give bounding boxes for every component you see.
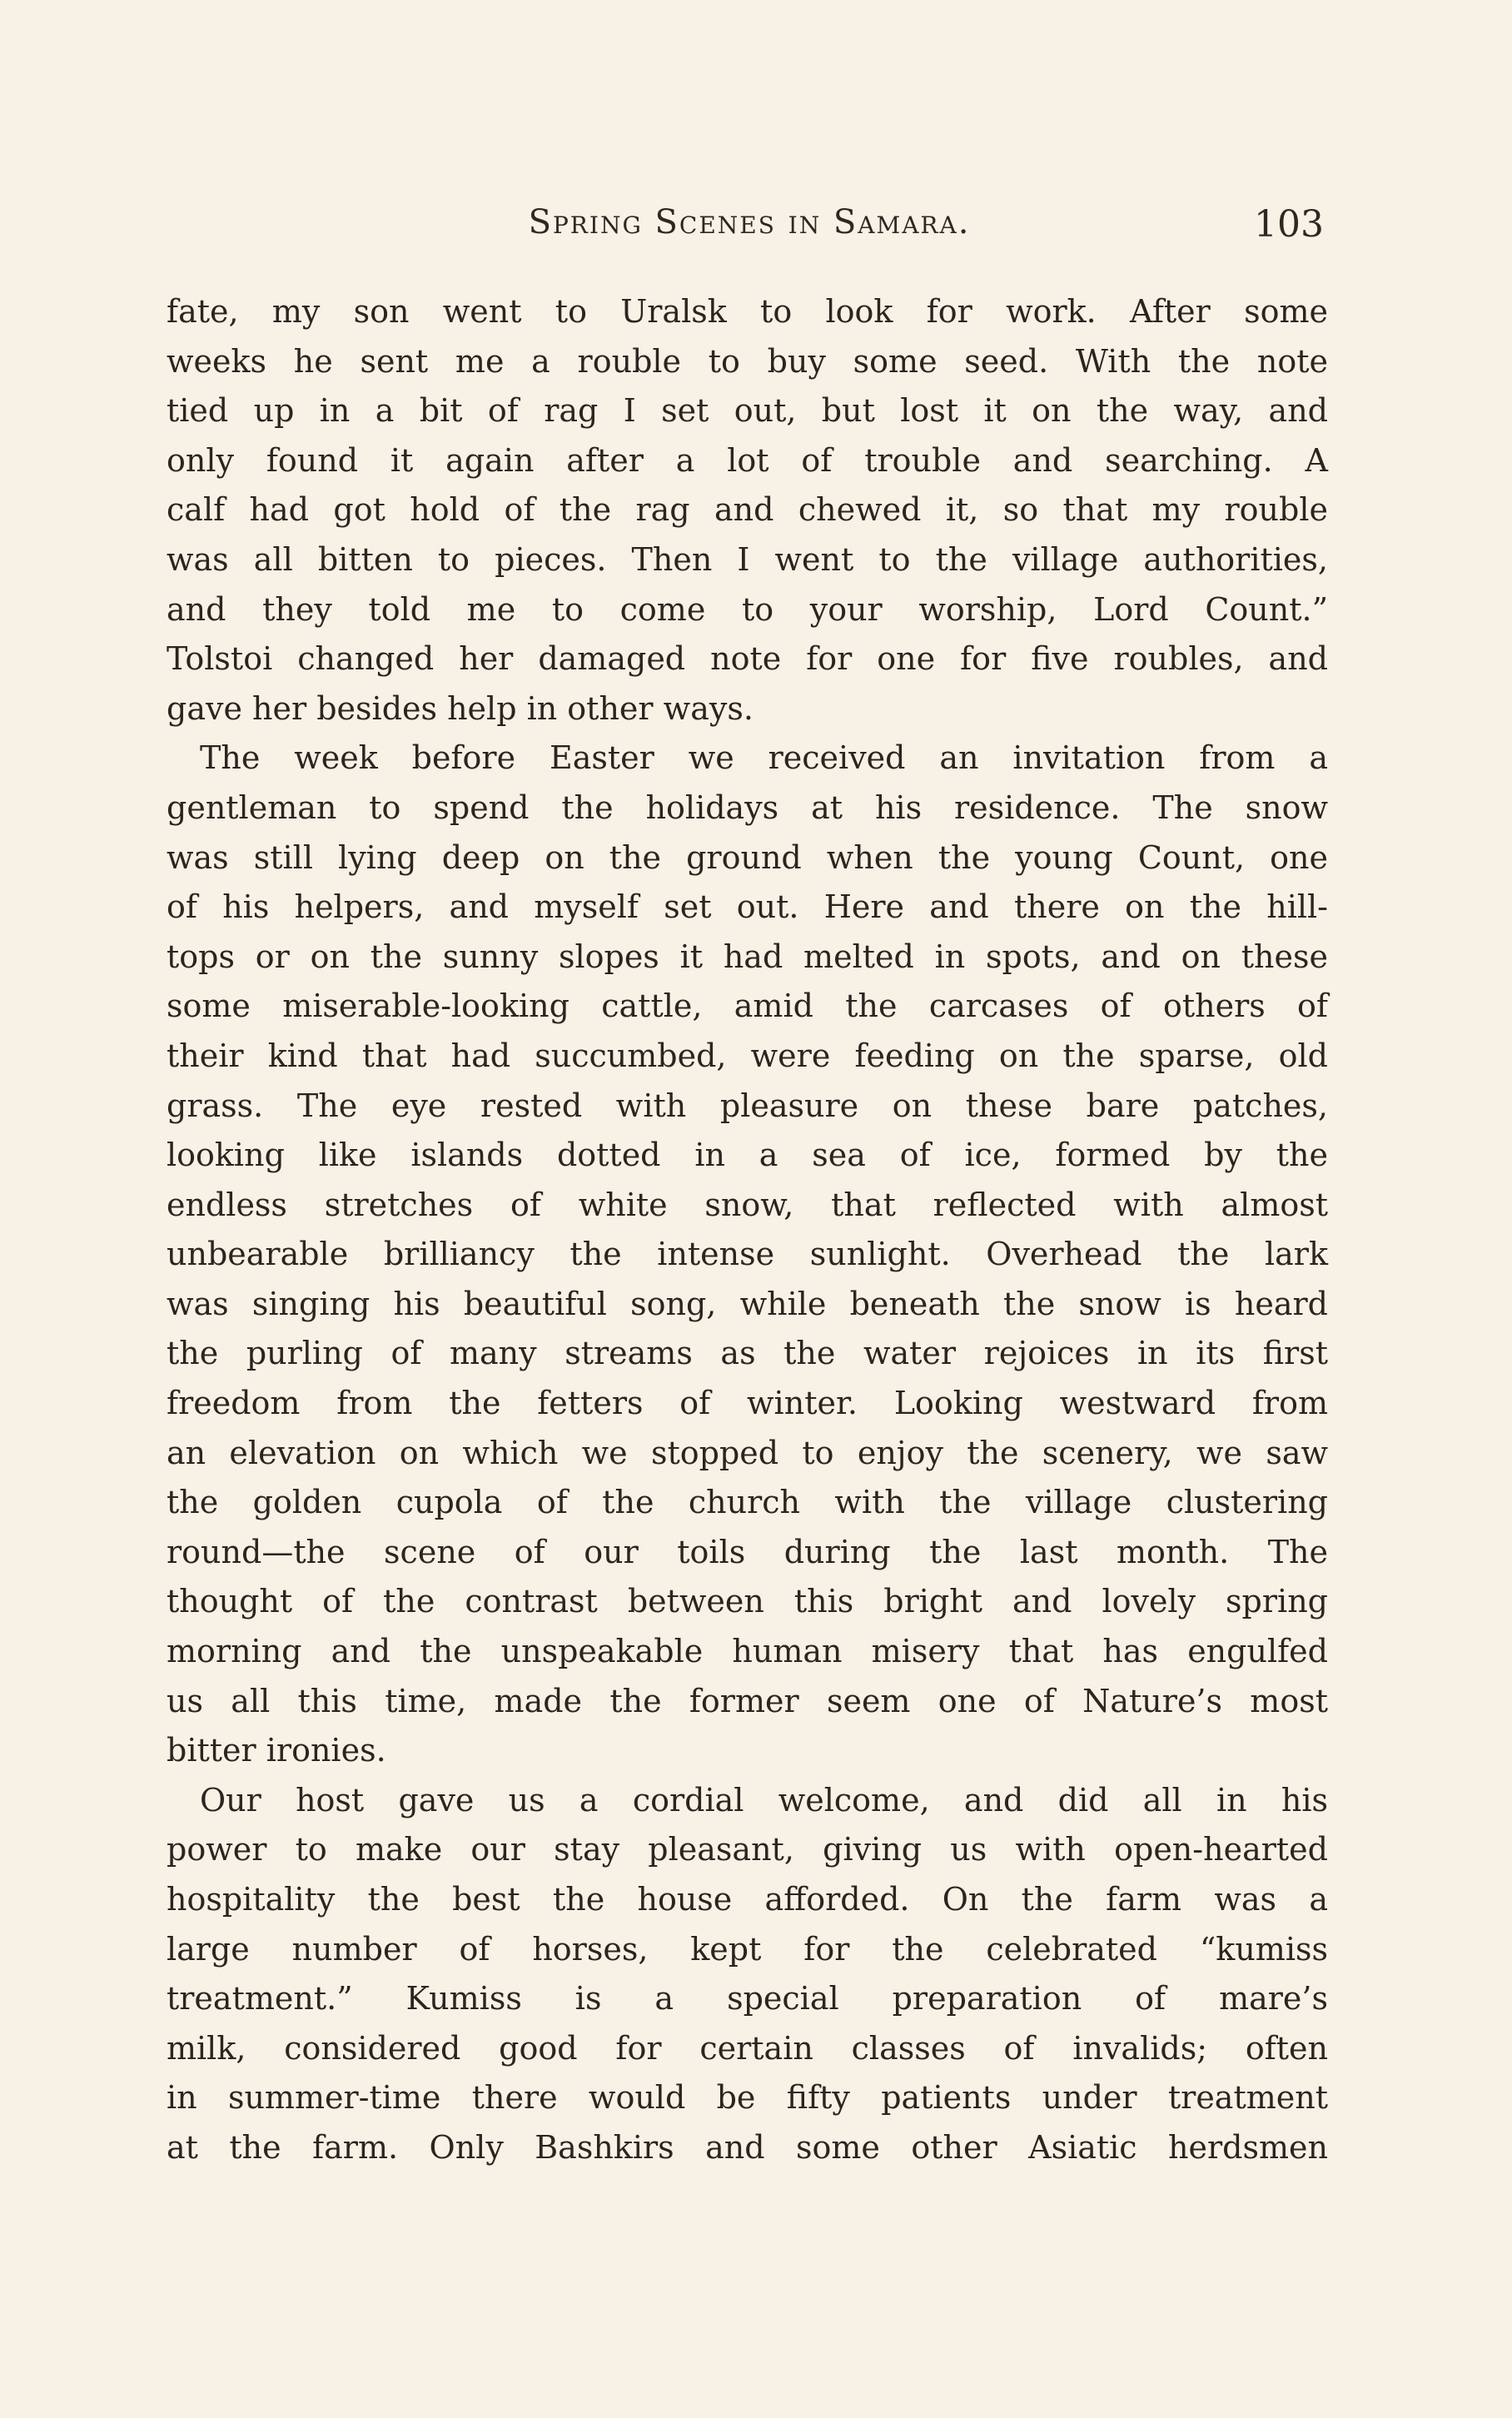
text-line: gentleman to spend the holidays at his residence. The snow xyxy=(167,789,1328,826)
running-head: Spring Scenes in Samara. xyxy=(528,203,971,241)
text-line: fate, my son went to Uralsk to look for work. After some xyxy=(167,293,1328,330)
text-line: was all bitten to pieces. Then I went to the village authorities, xyxy=(167,540,1328,578)
text-line: was singing his beautiful song, while beneath the snow is heard xyxy=(167,1285,1328,1322)
text-line: their kind that had succumbed, were feeding on the sparse, old xyxy=(167,1037,1328,1074)
text-line: tops or on the sunny slopes it had melted in spots, and on these xyxy=(167,938,1328,975)
text-line: morning and the unspeakable human misery that has engulfed xyxy=(167,1633,1328,1670)
text-line: and they told me to come to your worship, Lord Count.” xyxy=(167,590,1328,628)
text-line: power to make our stay pleasant, giving us with open-hearted xyxy=(167,1831,1328,1868)
text-line: weeks he sent me a rouble to buy some seed. With the note xyxy=(167,342,1328,380)
text-line: round—the scene of our toils during the last month. The xyxy=(167,1533,1328,1570)
text-line: large number of horses, kept for the celebrated “kumiss xyxy=(167,1930,1328,1968)
text-line: The week before Easter we received an invitation from a xyxy=(200,739,1328,777)
text-line: milk, considered good for certain classes of invalids; often xyxy=(167,2029,1328,2067)
page-number: 103 xyxy=(1254,203,1324,246)
text-line: some miserable-looking cattle, amid the carcases of others of xyxy=(167,988,1328,1025)
text-line: freedom from the fetters of winter. Looking westward from xyxy=(167,1385,1328,1422)
page-header xyxy=(167,203,1332,253)
text-line: the purling of many streams as the water rejoices in its first xyxy=(167,1335,1328,1372)
text-line: thought of the contrast between this bright and lovely spring xyxy=(167,1583,1328,1620)
text-line: only found it again after a lot of trouble and searching. A xyxy=(167,441,1328,479)
text-line: was still lying deep on the ground when the young Count, one xyxy=(167,838,1328,876)
text-line: Tolstoi changed her damaged note for one for five roubles, and xyxy=(167,640,1328,678)
text-line: grass. The eye rested with pleasure on these bare patches, xyxy=(167,1087,1328,1124)
text-line: Our host gave us a cordial welcome, and did all in his xyxy=(200,1781,1328,1818)
text-line: the golden cupola of the church with the village clustering xyxy=(167,1484,1328,1521)
text-line: unbearable brilliancy the intense sunlight. Overhead the lark xyxy=(167,1236,1328,1273)
text-line: us all this time, made the former seem one of Nature’s most xyxy=(167,1682,1328,1719)
text-line: an elevation on which we stopped to enjoy the scenery, we saw xyxy=(167,1434,1328,1471)
text-line: tied up in a bit of rag I set out, but lost it on the way, and xyxy=(167,392,1328,430)
text-line: bitter ironies. xyxy=(167,1732,386,1769)
body-text xyxy=(167,287,1328,2173)
text-line: hospitality the best the house afforded. On the farm was a xyxy=(167,1881,1328,1918)
text-line: looking like islands dotted in a sea of ice, formed by the xyxy=(167,1137,1328,1174)
text-line: calf had got hold of the rag and chewed it, so that my rouble xyxy=(167,491,1328,529)
text-line: gave her besides help in other ways. xyxy=(167,689,754,727)
text-line: of his helpers, and myself set out. Here and there on the hill- xyxy=(167,888,1328,926)
text-line: endless stretches of white snow, that reflected with almost xyxy=(167,1186,1328,1223)
text-line: at the farm. Only Bashkirs and some other Asiatic herdsmen xyxy=(167,2128,1328,2166)
text-line: in summer-time there would be fifty patients under treatment xyxy=(167,2079,1328,2117)
text-line: treatment.” Kumiss is a special preparation of mare’s xyxy=(167,1980,1328,2017)
